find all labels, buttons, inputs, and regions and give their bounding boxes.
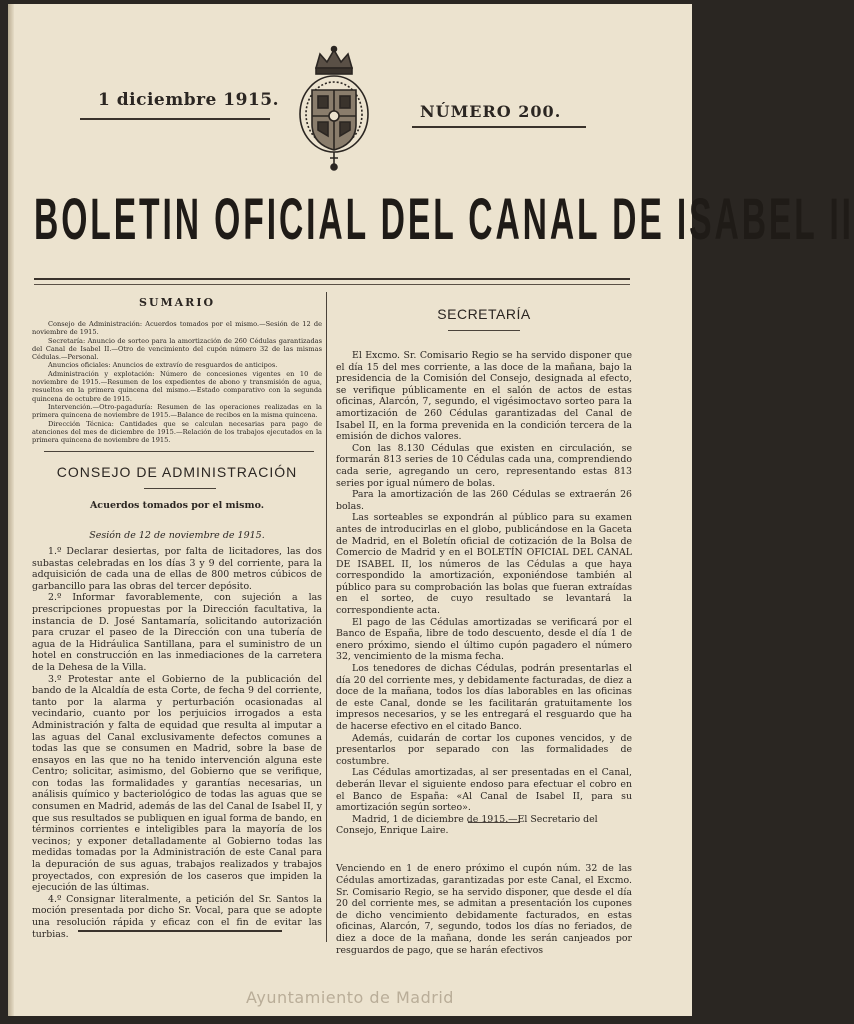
summary-item: Secretaría: Anuncio de sorteo para la amortización de 260 Cédulas garantizadas del Canal de Isabel II.—Otro de vencimiento del cupón número 32 de las mismas Cédulas.—Personal. [32, 336, 322, 362]
issue-date: 1 diciembre 1915. [98, 90, 280, 110]
page-edge [8, 4, 14, 1016]
signature-line: Madrid, 1 de diciembre de 1915.—El Secretario del Consejo, Enrique Laire. [336, 813, 598, 837]
resolution-paragraph: 3.º Protestar ante el Gobierno de la publicación del bando de la Alcaldía de esta Corte, de fecha 9 del corriente, tanto por la alarma y perturbación ocasionadas al vecindario, cuanto por los perjuicios irrogados a esta Administración y falta de equidad que resulta al imputar a las aguas del Canal exclusivamente defectos comunes a todas las que se consumen en Madrid, sobre la base de ensayos en las que no ha tenido intervención alguna este Centro; solicitar, asimismo, del Gobierno que se verifique, con todas las formalidades y garantías necesarias, un análisis químico y bacteriológico de todas las aguas que se consumen en Madrid, además de las del Canal de Isabel II, y que sus resultados se publiquen en igual forma de bando, en términos corrientes e inteligibles para la mayoría de los vecinos; y exponer detalladamente al Gobierno todas las medidas tomadas por la Administración de este Canal para la depuración de sus aguas, trabajos realizados y trabajos proyectados, con expresión de los caseros que impiden la ejecución de las últimas. [32, 673, 322, 894]
newspaper-page [8, 4, 854, 1016]
resolution-paragraph: 1.º Declarar desiertas, por falta de licitadores, las dos subastas celebradas en los días 3 y 9 del corriente, para la adquisición de cada una de ellas de 800 metros cúbicos de garbancillo para las obras del tercer depósito. [32, 546, 322, 592]
notice-paragraph: Además, cuidarán de cortar los cupones vencidos, y de presentarlos por separado con las formalidades de costumbre. [336, 732, 632, 767]
summary-heading: SUMARIO [138, 296, 216, 309]
masthead-rule-thin [34, 284, 630, 285]
column-end-rule [78, 930, 282, 932]
issue-number: NÚMERO 200. [420, 102, 562, 121]
secretaria-body [336, 350, 632, 837]
masthead-title: BOLETIN OFICIAL DEL CANAL DE ISABEL II [34, 187, 854, 252]
coupon-notice [336, 854, 632, 966]
notice-separator-rule [468, 822, 520, 823]
resolution-paragraph: 4.º Consignar literalmente, a petición del Sr. Santos la moción presentada por dicho Sr. Vocal, para que se adopte una resolución rápida y eficaz con el fin de evitar las turbias. [32, 893, 322, 940]
notice-paragraph: Los tenedores de dichas Cédulas, podrán presentarlas el día 20 del corriente mes, y debidamente facturadas, de diez a doce de la mañana, todos los días laborables en las oficinas de este Canal, donde se les facilitarán gratuitamente los impresos necesarios, y se les entregará el resguardo que ha de hacerse efectivo en el citado Banco. [336, 663, 632, 732]
summary-item: Administración y explotación: Número de concesiones vigentes en 10 de noviembre de 1915.—Resumen de los expedientes de abono y transmisión de agua, resueltos en la primera quincena del mismo.—Estado comparativo con la segunda quincena de octubre de 1915. [32, 369, 322, 403]
notice-paragraph: El pago de las Cédulas amortizadas se verificará por el Banco de España, libre de todo descuento, desde el día 1 de enero próximo, siendo el último cupón pagadero el número 32, vencimiento de la misma fecha. [336, 616, 632, 663]
notice-paragraph: Con las 8.130 Cédulas que existen en circulación, se formarán 813 series de 10 Cédulas cada una, comprendiendo cada serie, agregando un cero, representando estas 813 series por igual número de bolas. [336, 442, 632, 489]
notice-paragraph: El Excmo. Sr. Comisario Regio se ha servido disponer que el día 15 del mes corriente, a las doce de la mañana, bajo la presidencia de la Comisión del Consejo, designada al efecto, se verifique públicamente en el salón de actos de estas oficinas, Alarcón, 7, segundo, el vigésimoctavo sorteo para la amortización de 260 Cédulas garantizadas del Canal de Isabel II, en la forma prevenida en la condición tercera de la emisión de dichos valores. [336, 350, 632, 443]
summary-list [32, 320, 322, 444]
royal-crest-icon [294, 46, 374, 172]
consejo-body [32, 546, 322, 940]
column-divider [326, 292, 327, 942]
notice-paragraph: Venciendo en 1 de enero próximo el cupón núm. 32 de las Cédulas amortizadas, garantizadas por este Canal, el Excmo. Sr. Comisario Regio, se ha servido disponer, que desde el día 20 del corriente mes, se admitan a presentación los cupones de dicho vencimiento debidamente facturados, en estas oficinas, Alarcón, 7, segundo, todos los días no feriados, de diez a doce de la mañana, donde les serán canjeados por resguardos de pago, que se harán efectivos [336, 863, 632, 956]
summary-item: Intervención.—Otro-pagaduría: Resumen de las operaciones realizadas en la primera quincena de noviembre de 1915.—Balance de recibos en la misma quincena. [32, 402, 322, 420]
consejo-rule [144, 488, 216, 489]
session-date: Sesión de 12 de noviembre de 1915. [89, 530, 265, 541]
notice-paragraph: Las Cédulas amortizadas, al ser presentadas en el Canal, deberán llevar el siguiente endoso para efectuar el cobro en el Banco de España: «Al Canal de Isabel II, para su amortización según sorteo». [336, 767, 632, 814]
notice-paragraph: Para la amortización de las 260 Cédulas se extraerán 26 bolas. [336, 489, 632, 512]
summary-item: Anuncios oficiales: Anuncios de extravío de resguardos de anticipos. [48, 361, 278, 370]
secretaria-heading: SECRETARÍA [437, 306, 531, 322]
archive-watermark: Ayuntamiento de Madrid [246, 988, 454, 1007]
notice-paragraph: Las sorteables se expondrán al público para su examen antes de introducirlas en el globo, publicándose en la Gaceta de Madrid, en el Boletín oficial de cotización de la Bolsa de Comercio de Madrid y en el BOLETÍN OFICIAL DEL CANAL DE ISABEL II, los números de las Cédulas a que haya correspondido la amortización, exponiéndose también al público para su comprobación las bolas que fueran extraídas en el sorteo, de cuyo resultado se levantará la correspondiente acta. [336, 512, 632, 617]
consejo-heading: CONSEJO DE ADMINISTRACIÓN [56, 464, 298, 480]
summary-item: Consejo de Administración: Acuerdos tomados por el mismo.—Sesión de 12 de noviembre de 1915. [32, 320, 322, 337]
date-rule [80, 118, 270, 120]
resolution-paragraph: 2.º Informar favorablemente, con sujeción a las prescripciones propuestas por la Dirección facultativa, la instancia de D. José Santamaría, solicitando autorización para cruzar el paseo de la Dirección con una tubería de agua de la Hidráulica Santillana, para el suministro de un hotel en construcción en las inmediaciones de la carretera de la Dehesa de la Villa. [32, 592, 322, 673]
acuerdos-subtitle: Acuerdos tomados por el mismo. [89, 500, 265, 511]
summary-item: Dirección Técnica: Cantidades que se calculan necesarias para pago de atenciones del mes de diciembre de 1915.—Relación de los trabajos ejecutados en la primera quincena de noviembre de 1915. [32, 419, 322, 445]
summary-rule [44, 451, 314, 452]
number-rule [412, 126, 586, 128]
secretaria-rule [448, 330, 520, 331]
masthead-rule [34, 278, 630, 280]
